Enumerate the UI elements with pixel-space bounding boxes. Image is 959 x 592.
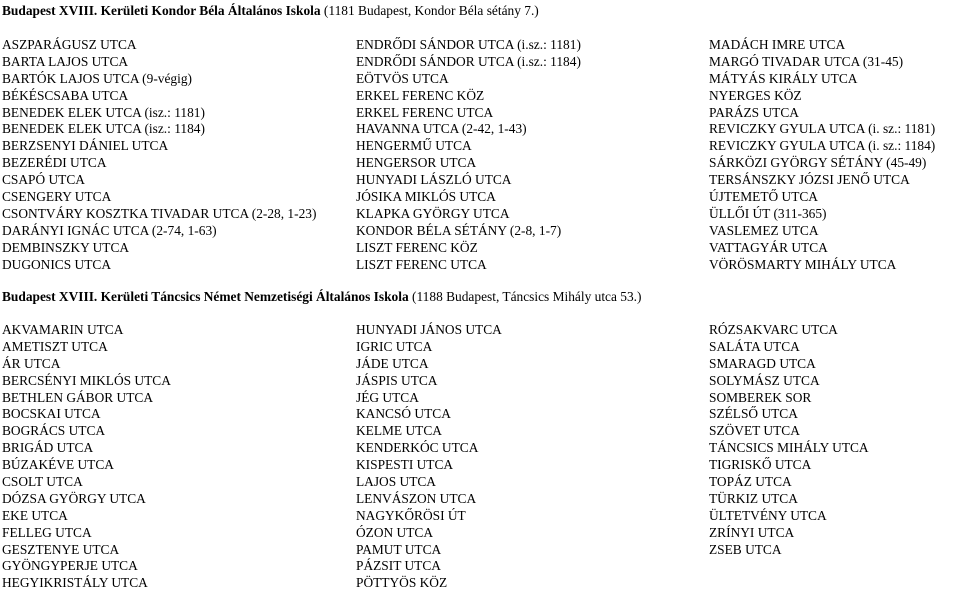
street-name: SÁRKÖZI GYÖRGY SÉTÁNY (45-49) [709,155,927,171]
street-name: ERKEL FERENC KÖZ [356,87,485,103]
street-name: NAGYKŐRÖSI ÚT [356,507,466,523]
street-name: SZÉLSŐ UTCA [709,406,798,422]
section-1-heading [2,3,539,20]
section-1-street-list [2,37,959,274]
street-name: PÖTTYÖS KÖZ [356,575,448,591]
section-2-address: (1188 Budapest, Táncsics Mihály utca 53.) [408,289,642,304]
street-name: PARÁZS UTCA [709,104,799,120]
section-2-column-2 [356,322,502,592]
section-2-heading [2,289,641,306]
street-name: MARGÓ TIVADAR UTCA (31-45) [709,53,904,69]
street-name: VASLEMEZ UTCA [709,222,819,238]
street-name: ASZPARÁGUSZ UTCA [2,37,137,52]
section-2-column-3 [709,322,869,558]
street-name: SOMBEREK SOR [709,389,812,405]
street-name: BEZERÉDI UTCA [2,155,107,171]
street-name: TIGRISKŐ UTCA [709,457,812,473]
street-name: BÉKÉSCSABA UTCA [2,87,129,103]
street-name: SOLYMÁSZ UTCA [709,372,820,388]
street-name: ENDRŐDI SÁNDOR UTCA (i.sz.: 1184) [356,53,581,69]
street-name: EKE UTCA [2,507,68,523]
street-name: MÁTYÁS KIRÁLY UTCA [709,70,858,86]
street-name: DUGONICS UTCA [2,256,111,272]
street-name: HENGERSOR UTCA [356,155,477,171]
street-name: ÚJTEMETŐ UTCA [709,189,818,205]
section-1-column-1 [2,37,316,273]
street-name: CSENGERY UTCA [2,189,112,205]
street-name: KONDOR BÉLA SÉTÁNY (2-8, 1-7) [356,222,562,238]
street-name: LISZT FERENC UTCA [356,256,487,272]
section-2-street-list [2,322,959,589]
street-name: ERKEL FERENC UTCA [356,104,494,120]
street-name: TÁNCSICS MIHÁLY UTCA [709,440,869,456]
street-name: BARTA LAJOS UTCA [2,53,129,69]
section-1-column-3 [709,37,935,273]
street-name: KISPESTI UTCA [356,457,454,473]
street-name: HUNYADI LÁSZLÓ UTCA [356,172,512,188]
street-name: GESZTENYE UTCA [2,541,120,557]
street-name: KANCSÓ UTCA [356,406,451,422]
street-name: LISZT FERENC KÖZ [356,239,478,255]
street-name: KELME UTCA [356,423,442,439]
street-name: BERZSENYI DÁNIEL UTCA [2,138,169,154]
street-name: PÁZSIT UTCA [356,558,441,574]
street-name: REVICZKY GYULA UTCA (i. sz.: 1184) [709,138,936,154]
street-name: KLAPKA GYÖRGY UTCA [356,205,510,221]
street-name: JÁDE UTCA [356,355,429,371]
street-name: CSAPÓ UTCA [2,172,85,188]
street-name: ÓZON UTCA [356,524,433,540]
street-name: BENEDEK ELEK UTCA (isz.: 1181) [2,104,205,120]
street-name: ZSEB UTCA [709,541,782,557]
street-name: DARÁNYI IGNÁC UTCA (2-74, 1-63) [2,222,217,238]
street-name: HUNYADI JÁNOS UTCA [356,322,502,337]
street-name: JÁSPIS UTCA [356,372,438,388]
street-name: ÜLTETVÉNY UTCA [709,507,827,523]
street-name: IGRIC UTCA [356,338,433,354]
street-name: TERSÁNSZKY JÓZSI JENŐ UTCA [709,172,910,188]
street-name: JÓSIKA MIKLÓS UTCA [356,189,496,205]
street-name: TOPÁZ UTCA [709,474,792,490]
street-name: ÁR UTCA [2,355,61,371]
street-name: DÓZSA GYÖRGY UTCA [2,490,146,506]
street-name: RÓZSAKVARC UTCA [709,322,838,337]
street-name: KENDERKÓC UTCA [356,440,479,456]
street-name: EÖTVÖS UTCA [356,70,449,86]
street-name: HAVANNA UTCA (2-42, 1-43) [356,121,527,137]
section-2-column-1 [2,322,171,592]
street-name: PAMUT UTCA [356,541,442,557]
section-1-column-2 [356,37,581,273]
street-name: CSOLT UTCA [2,474,83,490]
street-name: HEGYIKRISTÁLY UTCA [2,575,148,591]
street-name: FELLEG UTCA [2,524,92,540]
street-name: JÉG UTCA [356,389,419,405]
street-name: VATTAGYÁR UTCA [709,239,828,255]
street-name: REVICZKY GYULA UTCA (i. sz.: 1181) [709,121,936,137]
street-name: DEMBINSZKY UTCA [2,239,130,255]
section-1-school-name: Budapest XVIII. Kerületi Kondor Béla Általános Iskola [2,3,321,18]
street-name: BERCSÉNYI MIKLÓS UTCA [2,372,171,388]
street-name: BRIGÁD UTCA [2,440,94,456]
street-name: TÜRKIZ UTCA [709,490,798,506]
street-name: BÚZAKÉVE UTCA [2,457,114,473]
street-name: AKVAMARIN UTCA [2,322,124,337]
street-name: CSONTVÁRY KOSZTKA TIVADAR UTCA (2-28, 1-23) [2,205,317,221]
street-name: BETHLEN GÁBOR UTCA [2,389,154,405]
street-name: SMARAGD UTCA [709,355,816,371]
street-name: GYÖNGYPERJE UTCA [2,558,138,574]
section-1-address: (1181 Budapest, Kondor Béla sétány 7.) [320,3,539,18]
street-name: VÖRÖSMARTY MIHÁLY UTCA [709,256,897,272]
street-name: ZRÍNYI UTCA [709,524,795,540]
street-name: ÜLLŐI ÚT (311-365) [709,205,827,221]
street-name: AMETISZT UTCA [2,338,108,354]
street-name: SALÁTA UTCA [709,338,800,354]
street-name: ENDRŐDI SÁNDOR UTCA (i.sz.: 1181) [356,37,581,52]
street-name: MADÁCH IMRE UTCA [709,37,846,52]
street-name: BARTÓK LAJOS UTCA (9-végig) [2,70,193,86]
street-name: SZÖVET UTCA [709,423,800,439]
street-name: LENVÁSZON UTCA [356,490,477,506]
section-2-school-name: Budapest XVIII. Kerületi Táncsics Német Nemzetiségi Általános Iskola [2,289,409,304]
street-name: LAJOS UTCA [356,474,436,490]
street-name: NYERGES KÖZ [709,87,802,103]
street-name: BENEDEK ELEK UTCA (isz.: 1184) [2,121,205,137]
street-name: BOCSKAI UTCA [2,406,101,422]
street-name: HENGERMŰ UTCA [356,138,472,154]
street-name: BOGRÁCS UTCA [2,423,106,439]
